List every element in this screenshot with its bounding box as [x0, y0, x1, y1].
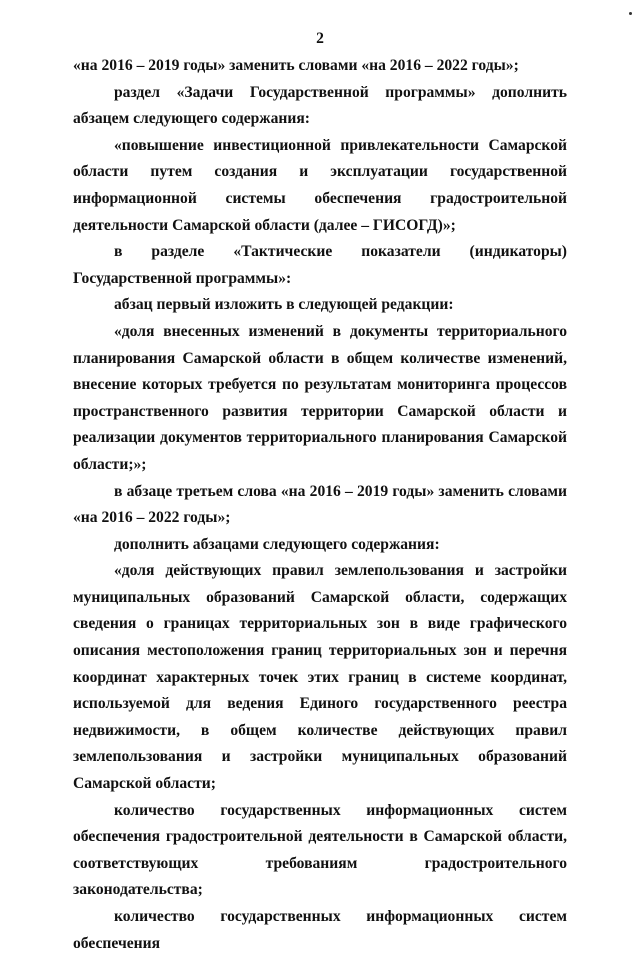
paragraph: раздел «Задачи Государственной программы» дополнить абзацем следующего содержания: — [73, 83, 567, 128]
paragraph: количество государственных информационных систем обеспечения — [73, 908, 567, 952]
paragraph: «повышение инвестиционной привлекательности Самарской области путем создания и эксплуатации государственной информационной системы обеспечения градостроительной деятельности Самарской области (далее – ГИСОГД)»; — [73, 136, 567, 234]
paragraph: «на 2016 – 2019 годы» заменить словами «на 2016 – 2022 годы»; — [73, 57, 519, 74]
page-number: 2 — [316, 30, 324, 47]
document-body — [73, 53, 567, 957]
paragraph: «доля внесенных изменений в документы территориального планирования Самарской области в общем количестве изменений, внесение которых требуется по результатам мониторинга процессов пространственного развития территории Самарской области и реализации документов территориального планирования Самарской области;»; — [73, 322, 567, 473]
scan-mark — [629, 12, 632, 15]
paragraph: «доля действующих правил землепользования и застройки муниципальных образований Самарской области, содержащих сведения о границах территориальных зон в виде графического описания местоположения границ территориальных зон и перечня координат характерных точек этих границ в системе координат, используемой для ведения Единого государственного реестра недвижимости, в общем количестве действующих правил землепользования и застройки муниципальных образований Самарской области; — [73, 562, 567, 793]
paragraph: количество государственных информационных систем обеспечения градостроительной деятельности в Самарской области, соответствующих требованиям градостроительного законодательства; — [73, 801, 567, 899]
paragraph: в разделе «Тактические показатели (индикаторы) Государственной программы»: — [73, 243, 567, 287]
paragraph: дополнить абзацами следующего содержания: — [114, 535, 440, 553]
paragraph: абзац первый изложить в следующей редакции: — [114, 296, 454, 314]
paragraph: в абзаце третьем слова «на 2016 – 2019 годы» заменить словами «на 2016 – 2022 годы»; — [73, 482, 567, 527]
